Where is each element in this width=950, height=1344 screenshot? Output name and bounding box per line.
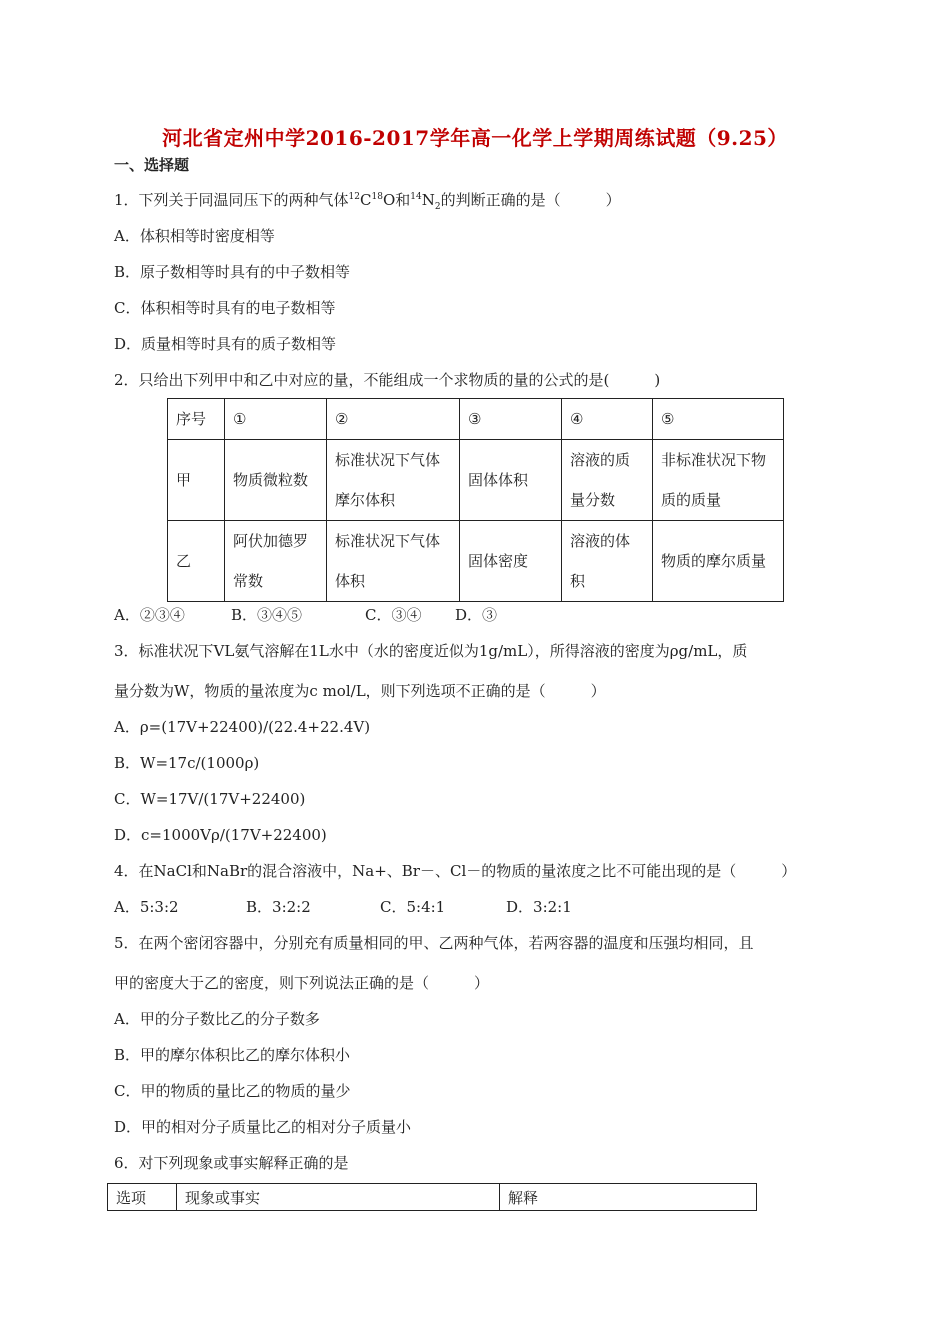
question-1-option-b: B．原子数相等时具有的中子数相等 — [114, 263, 351, 281]
table-cell: 固体密度 — [460, 521, 562, 602]
table-row — [168, 521, 784, 602]
table-cell: 物质微粒数 — [225, 440, 327, 521]
question-2-table — [167, 398, 784, 602]
table-row — [168, 399, 784, 440]
option: B．③④⑤ — [231, 606, 303, 624]
table-cell: 乙 — [168, 521, 225, 602]
table-cell: 溶液的质量分数 — [562, 440, 653, 521]
document-title: 河北省定州中学2016-2017学年高一化学上学期周练试题（9.25） — [162, 126, 788, 150]
option: B．3:2:2 — [246, 898, 311, 916]
table-cell: ② — [327, 399, 460, 440]
table-cell: ⑤ — [653, 399, 784, 440]
question-5-stem-line1: 5．在两个密闭容器中，分别充有质量相同的甲、乙两种气体，若两容器的温度和压强均相同，且 — [114, 934, 754, 952]
question-5-option-a: A．甲的分子数比乙的分子数多 — [114, 1010, 320, 1028]
question-5-option-d: D．甲的相对分子质量比乙的相对分子质量小 — [114, 1118, 412, 1136]
table-cell: 物质的摩尔质量 — [653, 521, 784, 602]
question-4-options — [114, 896, 572, 917]
question-6-stem: 6．对下列现象或事实解释正确的是 — [114, 1154, 349, 1172]
table-cell: 序号 — [168, 399, 225, 440]
option: D．③ — [455, 606, 498, 624]
table-cell: ③ — [460, 399, 562, 440]
table-cell: 固体体积 — [460, 440, 562, 521]
table-cell: ④ — [562, 399, 653, 440]
question-3-stem-line1: 3．标准状况下VL氨气溶解在1L水中（水的密度近似为1g/mL），所得溶液的密度为ρg/mL，质 — [114, 642, 748, 660]
question-3-stem-line2: 量分数为W，物质的量浓度为c mol/L，则下列选项不正确的是（ ） — [114, 682, 606, 700]
option: C．③④ — [365, 606, 422, 624]
question-3-option-d: D．c=1000Vρ/(17V+22400) — [114, 826, 327, 844]
table-row — [108, 1184, 757, 1211]
question-1-option-a: A．体积相等时密度相等 — [114, 227, 275, 245]
table-cell: 标准状况下气体体积 — [327, 521, 460, 602]
question-2-stem: 2．只给出下列甲中和乙中对应的量，不能组成一个求物质的量的公式的是( ) — [114, 371, 661, 389]
option: A．5:3:2 — [114, 898, 179, 916]
table-header-cell: 解释 — [500, 1184, 757, 1211]
table-cell: 溶液的体积 — [562, 521, 653, 602]
table-row — [168, 440, 784, 521]
table-cell: 非标准状况下物质的质量 — [653, 440, 784, 521]
option: D．3:2:1 — [506, 898, 572, 916]
question-5-stem-line2: 甲的密度大于乙的密度，则下列说法正确的是（ ） — [114, 974, 490, 992]
table-cell: 甲 — [168, 440, 225, 521]
section-heading: 一、选择题 — [114, 156, 190, 174]
table-cell: 标准状况下气体摩尔体积 — [327, 440, 460, 521]
question-6-table — [107, 1183, 757, 1211]
option: A．②③④ — [114, 606, 185, 624]
question-3-option-b: B．W=17c/(1000ρ) — [114, 754, 260, 772]
table-header-cell: 选项 — [108, 1184, 177, 1211]
table-header-cell: 现象或事实 — [177, 1184, 500, 1211]
question-1-option-c: C．体积相等时具有的电子数相等 — [114, 299, 336, 317]
option: C．5:4:1 — [380, 898, 446, 916]
table-cell: ① — [225, 399, 327, 440]
question-5-option-c: C．甲的物质的量比乙的物质的量少 — [114, 1082, 351, 1100]
question-3-option-a: A．ρ=(17V+22400)/(22.4+22.4V) — [114, 718, 371, 736]
question-3-option-c: C．W=17V/(17V+22400) — [114, 790, 306, 808]
question-1-stem: 1．下列关于同温同压下的两种气体$^{12}C^{18}O$和$^{14}N_2$的判断正确的是（ ） — [114, 191, 621, 212]
question-5-option-b: B．甲的摩尔体积比乙的摩尔体积小 — [114, 1046, 351, 1064]
question-2-options — [114, 604, 497, 625]
question-1-option-d: D．质量相等时具有的质子数相等 — [114, 335, 337, 353]
question-4-stem: 4．在NaCl和NaBr的混合溶液中，Na+、Br－、Cl－的物质的量浓度之比不可能出现的是（ ） — [114, 862, 797, 880]
table-cell: 阿伏加德罗常数 — [225, 521, 327, 602]
